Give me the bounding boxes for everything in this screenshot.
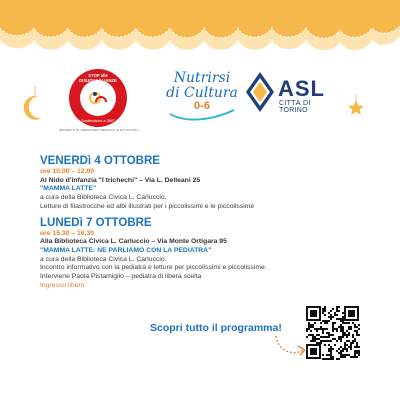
qr-module (330, 310, 332, 312)
qr-module (328, 358, 330, 360)
qr-module (324, 336, 326, 338)
qr-module (328, 336, 330, 338)
event-title: "MAMMA LATTE: NE PARLIAMO CON LA PEDIATRA" (40, 246, 212, 254)
asl-emblem-icon (246, 72, 274, 112)
svg-text:DISUGUAGLIANZE: DISUGUAGLIANZE (79, 78, 117, 83)
qr-module (306, 328, 308, 330)
event-note: Ingresso libero (40, 281, 85, 289)
qr-module (324, 344, 326, 346)
qr-module (308, 322, 310, 324)
qr-module (352, 356, 354, 358)
qr-module (338, 310, 340, 312)
qr-module (328, 334, 330, 336)
program-cta[interactable]: Scopri tutto il programma! (150, 322, 282, 334)
qr-module (336, 358, 338, 360)
qr-module (342, 336, 344, 338)
qr-module (358, 346, 360, 348)
qr-module (338, 358, 340, 360)
nutrirsi-logo-line2: di Cultura (166, 85, 238, 101)
qr-module (342, 316, 344, 318)
qr-module (346, 340, 348, 342)
qr-module (330, 334, 332, 336)
qr-module (356, 334, 358, 336)
event-curator: a cura della Biblioteca Civica L. Carluccio. (40, 255, 167, 263)
qr-module (330, 316, 332, 318)
qr-module (324, 328, 326, 330)
qr-module (340, 326, 342, 328)
qr-module (346, 344, 348, 346)
qr-module (322, 308, 324, 310)
qr-module (358, 334, 360, 336)
qr-module (336, 310, 338, 312)
qr-module (340, 328, 342, 330)
qr-module (330, 352, 332, 354)
qr-module (330, 358, 332, 360)
qr-module (316, 334, 318, 336)
qr-module (308, 334, 310, 336)
qr-module (318, 328, 320, 330)
qr-module (340, 320, 342, 322)
qr-module (330, 314, 332, 316)
qr-module (316, 342, 318, 344)
qr-module (332, 324, 334, 326)
qr-module (356, 356, 358, 358)
qr-module (342, 326, 344, 328)
qr-module (314, 322, 316, 324)
qr-module (318, 338, 320, 340)
event-location: Alla Biblioteca Civica L. Carluccio – Via Monte Ortigara 95 (40, 238, 227, 246)
qr-module (316, 338, 318, 340)
qr-module (326, 322, 328, 324)
qr-module (348, 332, 350, 334)
qr-module (312, 324, 314, 326)
event-1 (40, 154, 370, 212)
qr-module (354, 338, 356, 340)
qr-module (354, 346, 356, 348)
qr-module (332, 358, 334, 360)
qr-module (340, 336, 342, 338)
qr-module (312, 336, 314, 338)
qr-module (354, 352, 356, 354)
qr-module (342, 320, 344, 322)
qr-module (316, 328, 318, 330)
qr-module (310, 330, 312, 332)
qr-module (346, 336, 348, 338)
qr-module (332, 322, 334, 324)
qr-module (310, 334, 312, 336)
qr-module (352, 342, 354, 344)
qr-module (346, 354, 348, 356)
qr-module (332, 316, 334, 318)
qr-module (312, 338, 314, 340)
qr-module (340, 318, 342, 320)
qr-module (350, 348, 352, 350)
qr-module (334, 344, 336, 346)
qr-module (342, 332, 344, 334)
qr-module (330, 340, 332, 342)
qr-module (348, 328, 350, 330)
qr-module (354, 340, 356, 342)
qr-module (342, 350, 344, 352)
qr-module (336, 330, 338, 332)
qr-module (358, 324, 360, 326)
qr-module (352, 322, 354, 324)
event-title: "MAMMA LATTE" (40, 185, 97, 193)
qr-module (344, 348, 346, 350)
qr-module (340, 346, 342, 348)
qr-module (336, 350, 338, 352)
qr-module (350, 356, 352, 358)
qr-module (342, 328, 344, 330)
qr-module (332, 356, 334, 358)
qr-module (348, 340, 350, 342)
qr-module (322, 358, 324, 360)
qr-module (316, 330, 318, 332)
qr-module (356, 326, 358, 328)
qr-module (308, 324, 310, 326)
stop-logo-subline: PROGETTI DI TERRITORIO DEDICATI AI PIÙ PICCOLI (59, 128, 139, 132)
qr-module (344, 346, 346, 348)
qr-module (328, 312, 330, 314)
event-time: ore 15.30 – 16.30 (40, 229, 95, 237)
event-description: Incontro informativo con la pediatra e letture per piccolissimi e piccolissime. (40, 264, 267, 272)
qr-module (338, 318, 340, 320)
qr-module (344, 322, 346, 324)
qr-module (344, 334, 346, 336)
qr-module (334, 322, 336, 324)
qr-module (342, 334, 344, 336)
qr-module (332, 334, 334, 336)
qr-module (318, 334, 320, 336)
qr-module (336, 328, 338, 330)
qr-module (326, 328, 328, 330)
qr-module (356, 344, 358, 346)
qr-module (354, 354, 356, 356)
qr-module (322, 310, 324, 312)
qr-module (332, 326, 334, 328)
qr-module (348, 326, 350, 328)
qr-module (340, 350, 342, 352)
qr-module (324, 314, 326, 316)
qr-module (328, 344, 330, 346)
qr-module (342, 322, 344, 324)
qr-module (330, 356, 332, 358)
qr-module (314, 336, 316, 338)
asl-subtitle: CITTÀ DI TORINO (279, 100, 311, 114)
qr-module (346, 348, 348, 350)
qr-module (328, 348, 330, 350)
qr-module (328, 354, 330, 356)
qr-module (320, 336, 322, 338)
qr-module (330, 346, 332, 348)
qr-module (332, 348, 334, 350)
qr-module (358, 352, 360, 354)
qr-module (342, 354, 344, 356)
qr-module (322, 340, 324, 342)
svg-text:Sosteniamo a 360°: Sosteniamo a 360° (81, 118, 115, 123)
qr-module (358, 350, 360, 352)
qr-module (348, 346, 350, 348)
qr-module (310, 326, 312, 328)
qr-module (322, 332, 324, 334)
event-speaker: Interviene Paola Pistamiglio – pediatra di libera scelta (40, 273, 202, 281)
qr-module (324, 310, 326, 312)
qr-module (324, 340, 326, 342)
qr-module (326, 332, 328, 334)
asl-citta-di-torino-logo (246, 70, 336, 118)
qr-module (338, 338, 340, 340)
qr-module (324, 308, 326, 310)
qr-module (352, 340, 354, 342)
qr-module (338, 306, 340, 308)
qr-module (306, 336, 308, 338)
qr-module (338, 352, 340, 354)
qr-module (340, 354, 342, 356)
nutrirsi-logo-line1: Nutrirsi (173, 70, 231, 86)
qr-module (320, 328, 322, 330)
qr-module (352, 336, 354, 338)
qr-module (310, 340, 312, 342)
qr-module (344, 344, 346, 346)
event-2 (40, 216, 370, 291)
qr-module (318, 342, 320, 344)
qr-module (336, 314, 338, 316)
qr-module (342, 330, 344, 332)
qr-module (326, 340, 328, 342)
nutrirsi-di-cultura-logo (164, 70, 240, 128)
qr-module (326, 320, 328, 322)
qr-module (322, 354, 324, 356)
qr-module (340, 340, 342, 342)
qr-module (322, 320, 324, 322)
qr-module (344, 332, 346, 334)
qr-module (342, 312, 344, 314)
asl-title: ASL (278, 76, 325, 101)
qr-module (332, 308, 334, 310)
qr-module (332, 330, 334, 332)
qr-module (344, 354, 346, 356)
qr-module (350, 328, 352, 330)
qr-module (308, 326, 310, 328)
qr-module (328, 320, 330, 322)
qr-module (356, 342, 358, 344)
qr-module (330, 354, 332, 356)
qr-module (332, 328, 334, 330)
qr-module (348, 354, 350, 356)
qr-module (344, 356, 346, 358)
qr-module (340, 330, 342, 332)
qr-module (328, 332, 330, 334)
qr-module (312, 340, 314, 342)
qr-module (306, 330, 308, 332)
qr-module (340, 356, 342, 358)
event-location: Al Nido d'infanzia "I trichechi" – Via L. Delleani 25 (40, 176, 201, 184)
qr-module (336, 318, 338, 320)
qr-module (332, 338, 334, 340)
event-time: ore 10.00 – 12.00 (40, 168, 95, 175)
stop-disuguaglianze-logo (68, 68, 128, 128)
qr-module (340, 338, 342, 340)
qr-module (310, 324, 312, 326)
qr-module (356, 332, 358, 334)
qr-module (320, 322, 322, 324)
qr-module (322, 336, 324, 338)
qr-module (336, 306, 338, 308)
qr-module (314, 338, 316, 340)
qr-module (356, 350, 358, 352)
qr-module (358, 354, 360, 356)
event-curator: a cura della Biblioteca Civica L. Carluccio. (40, 194, 167, 202)
qr-module (330, 348, 332, 350)
qr-module (334, 312, 336, 314)
qr-code[interactable] (305, 305, 360, 360)
qr-module (338, 348, 340, 350)
qr-module (336, 308, 338, 310)
qr-module (350, 342, 352, 344)
qr-module (326, 354, 328, 356)
qr-module (346, 350, 348, 352)
qr-module (330, 318, 332, 320)
qr-module (348, 334, 350, 336)
events-block (40, 154, 370, 290)
qr-module (324, 322, 326, 324)
qr-module (354, 326, 356, 328)
qr-module (346, 334, 348, 336)
qr-module (326, 358, 328, 360)
qr-module (324, 306, 326, 308)
qr-module (326, 336, 328, 338)
qr-module (342, 356, 344, 358)
svg-text:STOP alle: STOP alle (88, 73, 108, 78)
qr-module (312, 334, 314, 336)
qr-module (342, 318, 344, 320)
qr-module (328, 316, 330, 318)
qr-module (356, 330, 358, 332)
qr-module (346, 330, 348, 332)
qr-module (358, 328, 360, 330)
qr-module (320, 342, 322, 344)
qr-module (320, 340, 322, 342)
qr-module (342, 348, 344, 350)
qr-module (350, 344, 352, 346)
qr-module (308, 328, 310, 330)
qr-module (314, 340, 316, 342)
qr-module (322, 312, 324, 314)
qr-module (344, 342, 346, 344)
qr-module (336, 340, 338, 342)
qr-module (352, 334, 354, 336)
qr-module (340, 352, 342, 354)
qr-module (334, 328, 336, 330)
qr-module (356, 352, 358, 354)
qr-module (312, 326, 314, 328)
qr-module (328, 350, 330, 352)
qr-module (322, 328, 324, 330)
event-description: Letture di filastrocche ed albi illustrati per i piccolissimi e le piccolissime (40, 202, 255, 210)
qr-module (334, 314, 336, 316)
qr-module (338, 336, 340, 338)
qr-module (338, 326, 340, 328)
qr-module (328, 340, 330, 342)
qr-module (346, 322, 348, 324)
qr-module (350, 326, 352, 328)
qr-module (348, 322, 350, 324)
qr-module (354, 356, 356, 358)
qr-module (354, 350, 356, 352)
qr-module (324, 320, 326, 322)
qr-module (354, 330, 356, 332)
qr-module (340, 324, 342, 326)
qr-module (330, 350, 332, 352)
qr-module (314, 328, 316, 330)
qr-module (334, 338, 336, 340)
event-day: LUNEDì 7 OTTOBRE (40, 216, 152, 229)
qr-module (322, 330, 324, 332)
event-day: VENERDì 4 OTTOBRE (40, 155, 160, 167)
qr-module (320, 326, 322, 328)
qr-module (324, 358, 326, 360)
qr-module (356, 346, 358, 348)
nutrirsi-age-range: 0-6 (194, 100, 210, 112)
qr-module (354, 324, 356, 326)
qr-module (350, 346, 352, 348)
